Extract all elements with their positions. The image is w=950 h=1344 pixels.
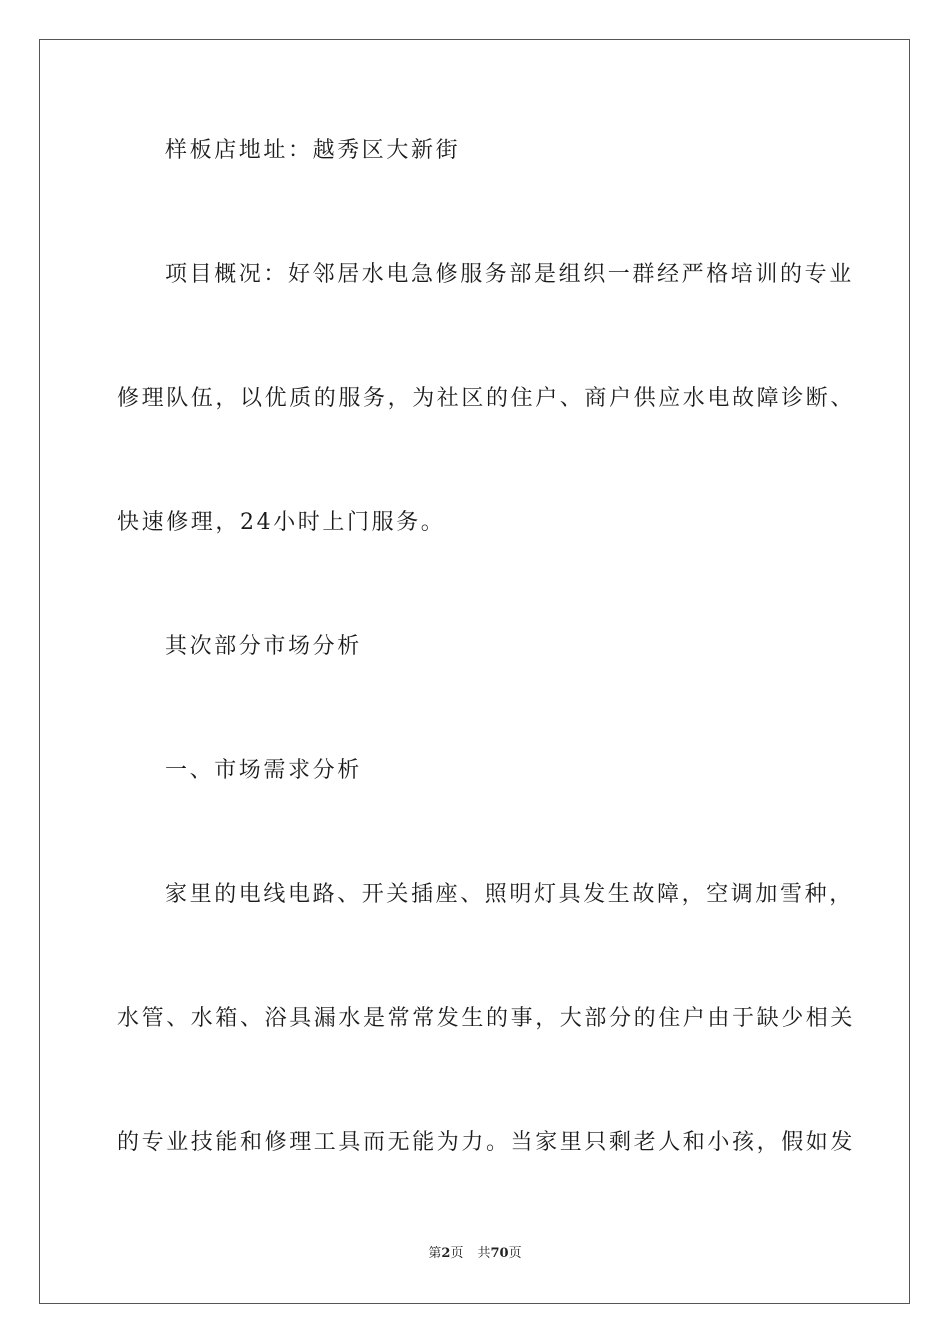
paragraph-overview-line-1: 项目概况：好邻居水电急修服务部是组织一群经严格培训的专业 [165, 262, 854, 287]
page-border [39, 39, 910, 1304]
footer-page-suffix: 页 [450, 1246, 464, 1261]
subsection-heading-demand: 一、市场需求分析 [165, 758, 362, 783]
paragraph-overview-line-3: 快速修理，24小时上门服务。 [117, 510, 446, 535]
footer-total-prefix: 共 [477, 1246, 491, 1261]
footer-total-pages: 70 [490, 1246, 509, 1261]
page-footer [0, 1245, 950, 1263]
section-heading-market-analysis: 其次部分市场分析 [165, 634, 362, 659]
paragraph-overview-line-2: 修理队伍，以优质的服务，为社区的住户、商户供应水电故障诊断、 [117, 386, 856, 411]
paragraph-demand-line-1: 家里的电线电路、开关插座、照明灯具发生故障，空调加雪种， [165, 882, 854, 907]
footer-page-number: 2 [441, 1246, 451, 1261]
footer-total-suffix: 页 [508, 1246, 522, 1261]
footer-page-prefix: 第 [428, 1246, 442, 1261]
paragraph-demand-line-2: 水管、水箱、浴具漏水是常常发生的事，大部分的住户由于缺少相关 [117, 1006, 856, 1031]
paragraph-address: 样板店地址：越秀区大新街 [165, 138, 461, 163]
paragraph-demand-line-3: 的专业技能和修理工具而无能为力。当家里只剩老人和小孩，假如发 [117, 1130, 856, 1155]
